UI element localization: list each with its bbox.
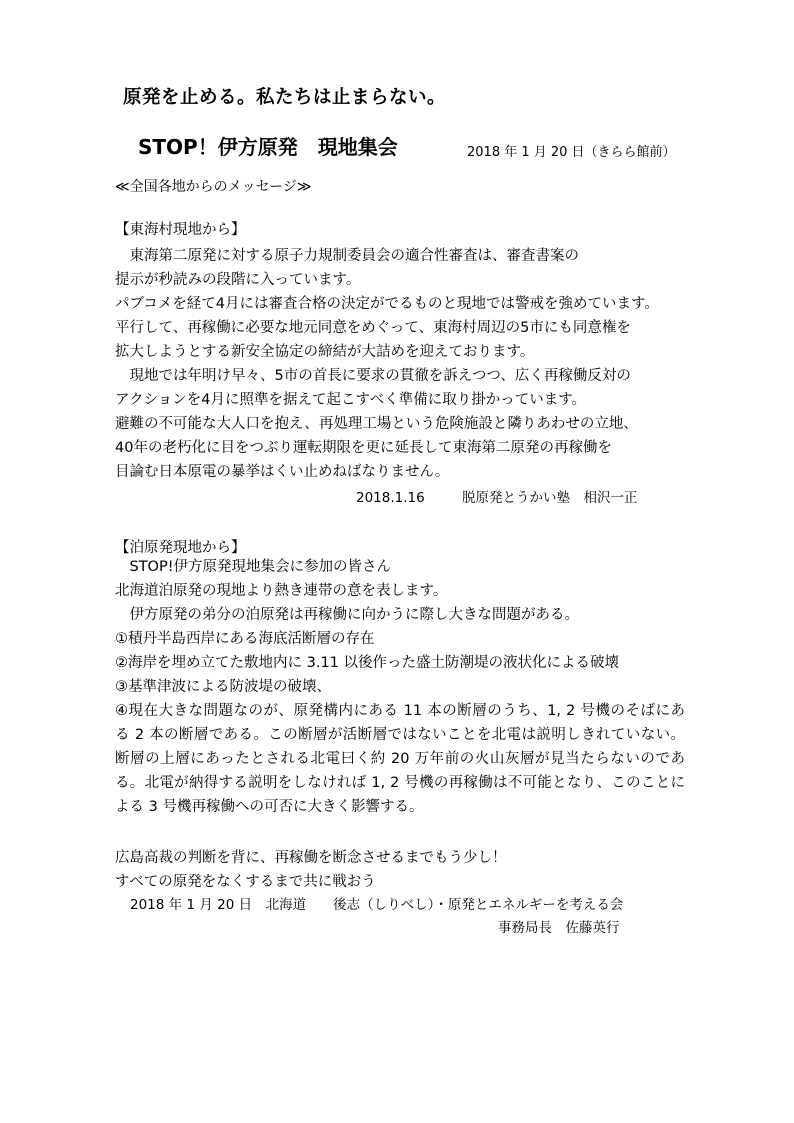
tomari-line: 断層の上層にあったとされる北電曰く約 20 万年前の火山灰層が見当たらないのであ — [115, 751, 685, 767]
tomari-line: STOP!伊方原発現地集会に参加の皆さん — [115, 559, 392, 575]
tokai-heading: 【東海村現地から】 — [115, 222, 246, 238]
tomari-line: ②海岸を埋め立てた敷地内に 3.11 以後作った盛土防潮堤の液状化による破壊 — [115, 655, 619, 671]
tokai-signature-date: 2018.1.16 — [356, 490, 425, 506]
tokai-line: 平行して、再稼働に必要な地元同意をめぐって、東海村周辺の5市にも同意権を — [115, 320, 631, 336]
tomari-signature-name: 事務局長 佐藤英行 — [498, 920, 620, 936]
tomari-line: 北海道泊原発の現地より熱き連帯の意を表します。 — [115, 583, 448, 599]
closing-line: 広島高裁の判断を背に、再稼働を断念させるまでもう少し！ — [115, 850, 507, 866]
tokai-signature-name: 脱原発とうかい塾 相沢一正 — [462, 490, 638, 506]
tokai-line: パブコメを経て4月には審査合格の決定がでるものと現地では警戒を強めています。 — [115, 296, 659, 312]
closing-line: すべての原発をなくするまで共に戦おう — [115, 874, 376, 890]
tomari-line: る 2 本の断層である。この断層が活断層ではないことを北電は説明しきれていない。 — [115, 727, 685, 743]
tokai-line: 避難の不可能な大人口を抱え、再処理工場という危険施設と隣りあわせの立地、 — [115, 416, 638, 432]
event-date-location: 2018 年 1 月 20 日（きらら館前） — [467, 145, 676, 160]
tokai-line: 提示が秒読みの段階に入っています。 — [115, 272, 361, 288]
tokai-line: 目論む日本原電の暴挙はくい止めねばなりません。 — [115, 464, 450, 480]
tomari-line: ①積丹半島西岸にある海底活断層の存在 — [115, 631, 375, 647]
tomari-line: ③基準津波による防波堤の破壊、 — [115, 679, 331, 695]
tokai-line: アクションを4月に照準を据えて起こすべく準備に取り掛かっています。 — [115, 392, 587, 408]
tokai-line: 拡大しようとする新安全協定の締結が大詰めを迎えております。 — [115, 344, 535, 360]
tomari-heading: 【泊原発現地から】 — [115, 540, 246, 556]
tomari-line: ④現在大きな問題なのが、原発構内にある 11 本の断層のうち、1, 2 号機のそばにあ — [115, 703, 685, 719]
tomari-line: る。北電が納得する説明をしなければ 1, 2 号機の再稼働は不可能となり、このことに — [115, 775, 685, 791]
slogan: 原発を止める。私たちは止まらない。 — [123, 87, 447, 108]
tokai-line: 現地では年明け早々、5市の首長に要求の貫徹を訴えつつ、広く再稼働反対の — [115, 368, 631, 384]
tokai-line: 東海第二原発に対する原子力規制委員会の適合性審査は、審査書案の — [115, 248, 579, 264]
page-title: STOP！伊方原発 現地集会 — [138, 135, 398, 159]
subtitle: ≪全国各地からのメッセージ≫ — [115, 179, 312, 195]
tomari-signature-line: 2018 年 1 月 20 日 北海道 後志（しりべし）・原発とエネルギーを考える会 — [130, 897, 624, 913]
tomari-line: よる 3 号機再稼働への可否に大きく影響する。 — [115, 799, 424, 815]
tomari-line: 伊方原発の弟分の泊原発は再稼働に向かうに際し大きな問題がある。 — [115, 607, 579, 623]
tokai-line: 40年の老朽化に目をつぶり運転期限を更に延長して東海第二原発の再稼働を — [115, 440, 612, 456]
